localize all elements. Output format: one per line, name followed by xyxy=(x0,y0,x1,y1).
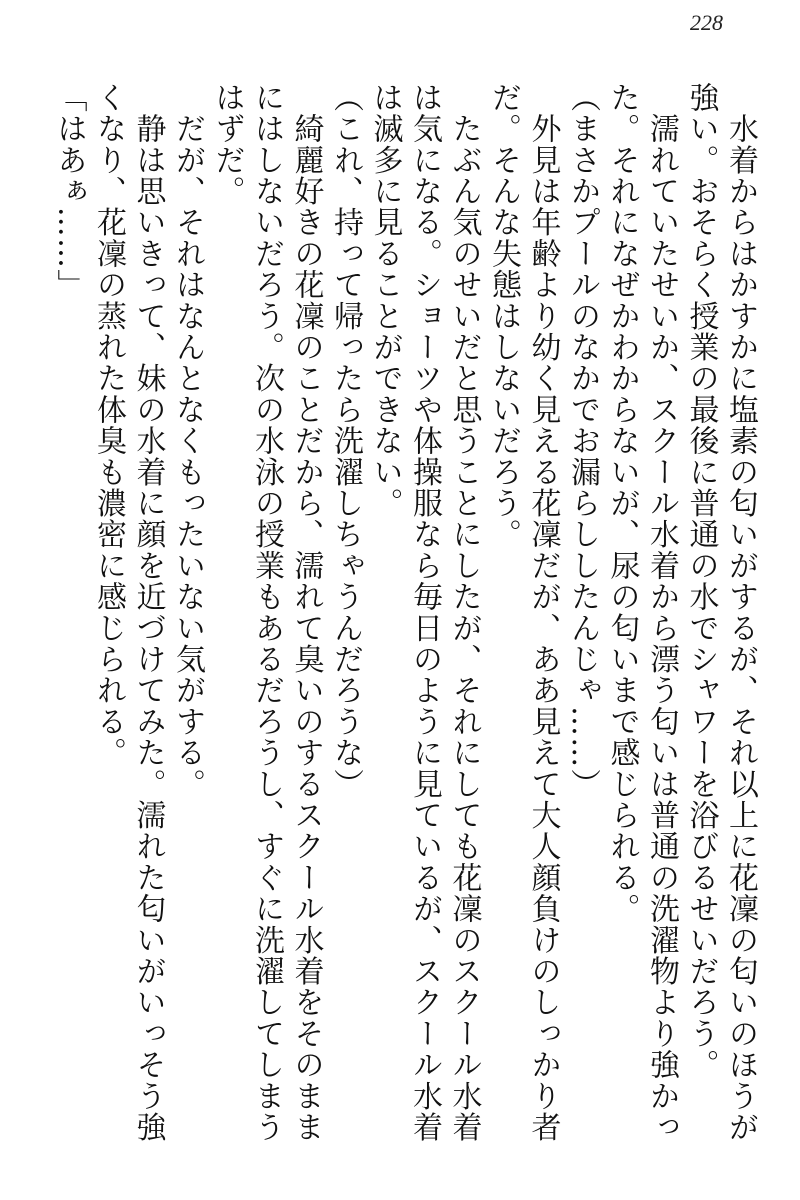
body-text xyxy=(51,82,760,1172)
paragraph: （まさかプールのなかでお漏らししたんじゃ……） xyxy=(565,82,600,800)
paragraph: だが、それはなんとなくもったいない気がする。 xyxy=(170,82,205,800)
paragraph: （これ、持って帰ったら洗濯しちゃうんだろうな） xyxy=(328,82,363,800)
paragraph: 外見は年齢より幼く見える花凜だが、ああ見えて大人顔負けのしっかり者だ。そんな失態はしないだろう。 xyxy=(486,82,561,1143)
paragraph: 水着からはかすかに塩素の匂いがするが、それ以上に花凜の匂いのほうが強い。おそらく授業の最後に普通の水でシャワーを浴びるせいだろう。 xyxy=(683,82,758,1143)
page-number: 228 xyxy=(690,10,723,35)
paragraph: 濡れていたせいか、スクール水着から漂う匂いは普通の洗濯物より強かった。それになぜかわからないが、尿の匂いまで感じられる。 xyxy=(604,82,679,1143)
paragraph: たぶん気のせいだと思うことにしたが、それにしても花凜のスクール水着は気になる。ショーツや体操服なら毎日のように見ているが、スクール水着は滅多に見ることができない。 xyxy=(367,82,482,1143)
paragraph: 静は思いきって、妹の水着に顔を近づけてみた。濡れた匂いがいっそう強くなり、花凜の蒸れた体臭も濃密に感じられる。 xyxy=(91,82,166,1143)
paragraph: 綺麗好きの花凜のことだから、濡れて臭いのするスクール水着をそのままにはしないだろう。次の水泳の授業もあるだろうし、すぐに洗濯してしまうはずだ。 xyxy=(209,82,324,1143)
paragraph: 「はあぁ……」 xyxy=(51,82,87,301)
